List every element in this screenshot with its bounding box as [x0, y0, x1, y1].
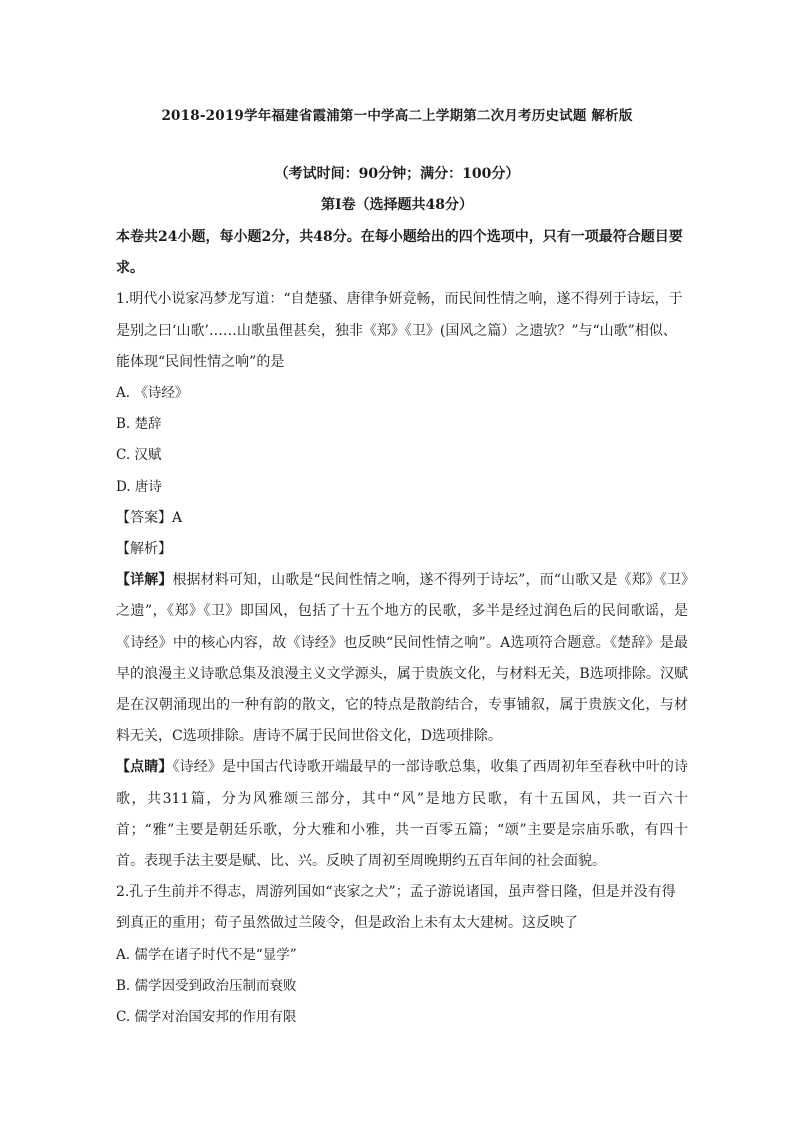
question-1-option-a: A. 《诗经》 [116, 385, 189, 402]
section-title: 第Ⅰ卷（选择题共48分） [320, 197, 474, 213]
tip-tag: 【点睛】 [116, 759, 173, 776]
question-1-detail [116, 565, 688, 752]
question-1-tip [116, 752, 688, 877]
question-1-option-d: D. 唐诗 [116, 478, 162, 495]
instructions: 本卷共24小题，每小题2分，共48分。在每小题给出的四个选项中，只有一项最符合题目要求。 [116, 229, 683, 277]
detail-tag: 【详解】 [116, 572, 173, 589]
tip-text: 《诗经》是中国古代诗歌开端最早的一部诗歌总集，收集了西周初年至春秋中叶的诗歌，共311篇，分为风雅颂三部分，其中“风”是地方民歌，有十五国风，共一百六十首；“雅”主要是朝廷乐歌，分大雅和小雅，共一百零五篇；“颂”主要是宗庙乐歌，有四十首。表现手法主要是赋、比、兴。反映了周初至周晚期约五百年间的社会面貌。 [116, 759, 688, 870]
document-body [116, 222, 688, 1033]
question-1-option-c: C. 汉赋 [116, 447, 162, 464]
question-2-option-b: B. 儒学因受到政治压制而衰败 [116, 977, 297, 994]
question-1-answer: 【答案】A [116, 509, 183, 526]
question-1-analysis-header: 【解析】 [116, 541, 172, 558]
question-1-option-b: B. 楚辞 [116, 416, 162, 433]
question-1-stem: 1.明代小说家冯梦龙写道：“自楚骚、唐律争妍竞畅，而民间性情之响，遂不得列于诗坛，于是别之曰‘山歌’……山歌虽俚甚矣，独非《郑》《卫》(国风之篇）之遗欤？”与“山歌”相似、能体现“民间性情之响”的是 [116, 291, 683, 370]
question-2-stem: 2.孔子生前并不得志，周游列国如“丧家之犬”；孟子游说诸国，虽声誉日隆，但是并没有得到真正的重用；荀子虽然做过兰陵令，但是政治上未有太大建树。这反映了 [116, 884, 676, 932]
detail-text: 根据材料可知，山歌是“民间性情之响，遂不得列于诗坛”，而“山歌又是《郑》《卫》之遗”，《郑》《卫》即国风，包括了十五个地方的民歌，多半是经过润色后的民间歌谣，是《诗经》中的核心内容，故《诗经》也反映“民间性情之响”。A选项符合题意。《楚辞》是最早的浪漫主义诗歌总集及浪漫主义文学源头，属于贵族文化，与材料无关，B选项排除。汉赋是在汉朝涌现出的一种有韵的散文，它的特点是散韵结合，专事铺叙，属于贵族文化，与材料无关，C选项排除。唐诗不属于民间世俗文化，D选项排除。 [116, 572, 688, 745]
question-2-option-a: A. 儒学在诸子时代不是“显学” [116, 946, 297, 963]
exam-info: （考试时间：90分钟；满分：100分） [274, 166, 520, 182]
document-title: 2018-2019学年福建省霞浦第一中学高二上学期第二次月考历史试题 解析版 [161, 108, 633, 124]
question-2-option-c: C. 儒学对治国安邦的作用有限 [116, 1009, 297, 1026]
